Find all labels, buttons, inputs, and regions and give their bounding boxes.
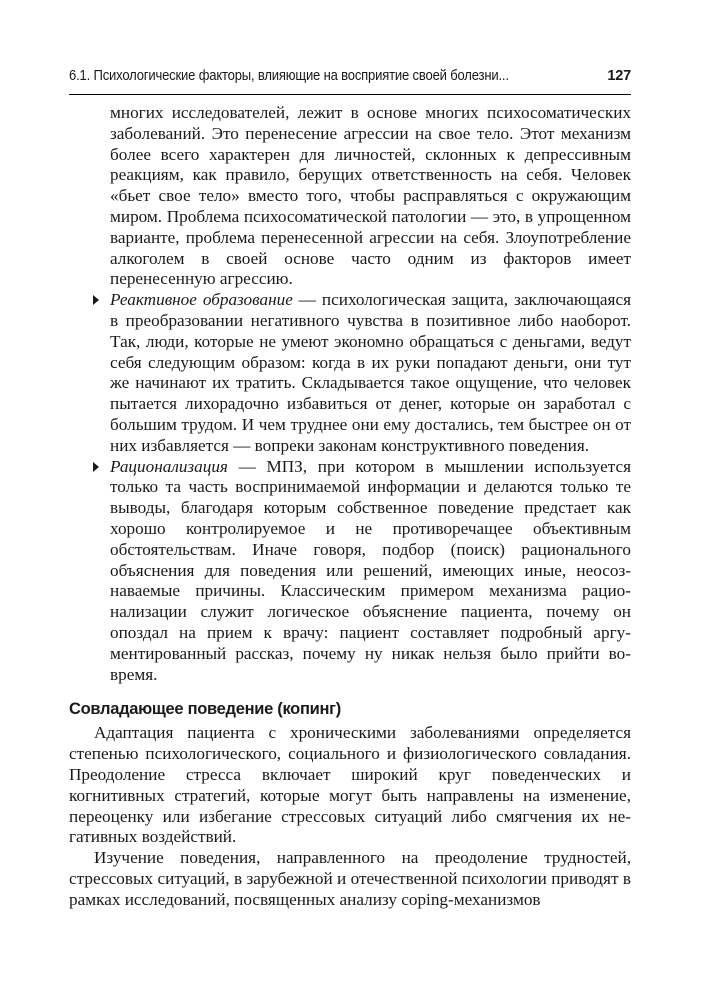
triangle-bullet-icon — [93, 462, 99, 472]
triangle-bullet-icon — [93, 295, 99, 305]
paragraph-coping-study: Изучение поведения, направленного на преодоление трудностей, стрессовых ситуаций, в зарубежной и отечественной психологии приводят в рамках исследований, посвященных анализу coping-механизмов — [69, 848, 631, 909]
page-number: 127 — [607, 68, 631, 84]
page-body — [69, 103, 631, 910]
term-reactive-formation: Реактивное образование — [110, 290, 293, 310]
continued-paragraph: многих исследователей, лежит в основе многих психосоматических заболеваний. Это перенесение агрессии на свое тело. Этот механизм более всего характерен для личностей, склонных к депрессивным реакциям, как правило, берущих ответственность на себя. Человек «бьет свое тело» вместо того, чтобы расправляться с окружающим миром. Проблема психосоматической патологии — это, в упрощенном варианте, проблема перенесенной агрессии на себя. Злоупотребление алкоголем в своей основе часто одним из факторов имеет перенесенную агрессию. — [110, 103, 631, 289]
running-header — [69, 68, 631, 88]
definition-reactive-formation: — психологическая защита, заключающаяся в преобразовании негативного чувства в позитивное либо наоборот. Так, люди, которые не умеют экономно обращаться с деньгами, ведут себя следующим образом: когда в их руки попадают деньги, они тут же начинают их тратить. Складывается такое ощущение, что человек пытается лихорадочно избавиться от денег, которые он заработал с большим трудом. И чем труднее они ему достались, тем быстрее он от них избавляется — вопреки законам конструктивного поведения. — [110, 290, 631, 455]
paragraph-adaptation: Адаптация пациента с хроническими заболеваниями определяется степенью психологического, социального и физиологического совладания. Преодоление стресса включает широкий круг поведенческих и когнитивных стратегий, которые могут быть направлены на изменение, переоценку или избегание стрессовых ситуаций либо смягчения их негативных воздействий. — [69, 723, 631, 847]
header-rule — [69, 94, 631, 95]
list-item-reactive-formation — [69, 290, 631, 456]
running-title: 6.1. Психологические факторы, влияющие на восприятие своей болезни... — [69, 68, 509, 84]
section-heading: Совладающее поведение (копинг) — [69, 700, 341, 719]
term-rationalization: Рационализация — [110, 456, 228, 476]
list-item-rationalization — [69, 457, 631, 686]
definition-rationalization: — МПЗ, при котором в мышлении используется только та часть воспринимаемой информации и делаются только те выводы, благодаря которым собственное поведение предстает как хорошо контролируемое и не противоречащее объективным обстоятельствам. Иначе говоря, подбор (поиск) рационального объяснения для поведения или решений, имеющих иные, неосознаваемые причины. Классическим примером механизма рационализации служит логическое объяснение пациента, почему он опоздал на прием к врачу: пациент составляет подробный аргументированный рассказ, почему ну никак нельзя было прийти вовремя. — [110, 456, 631, 684]
